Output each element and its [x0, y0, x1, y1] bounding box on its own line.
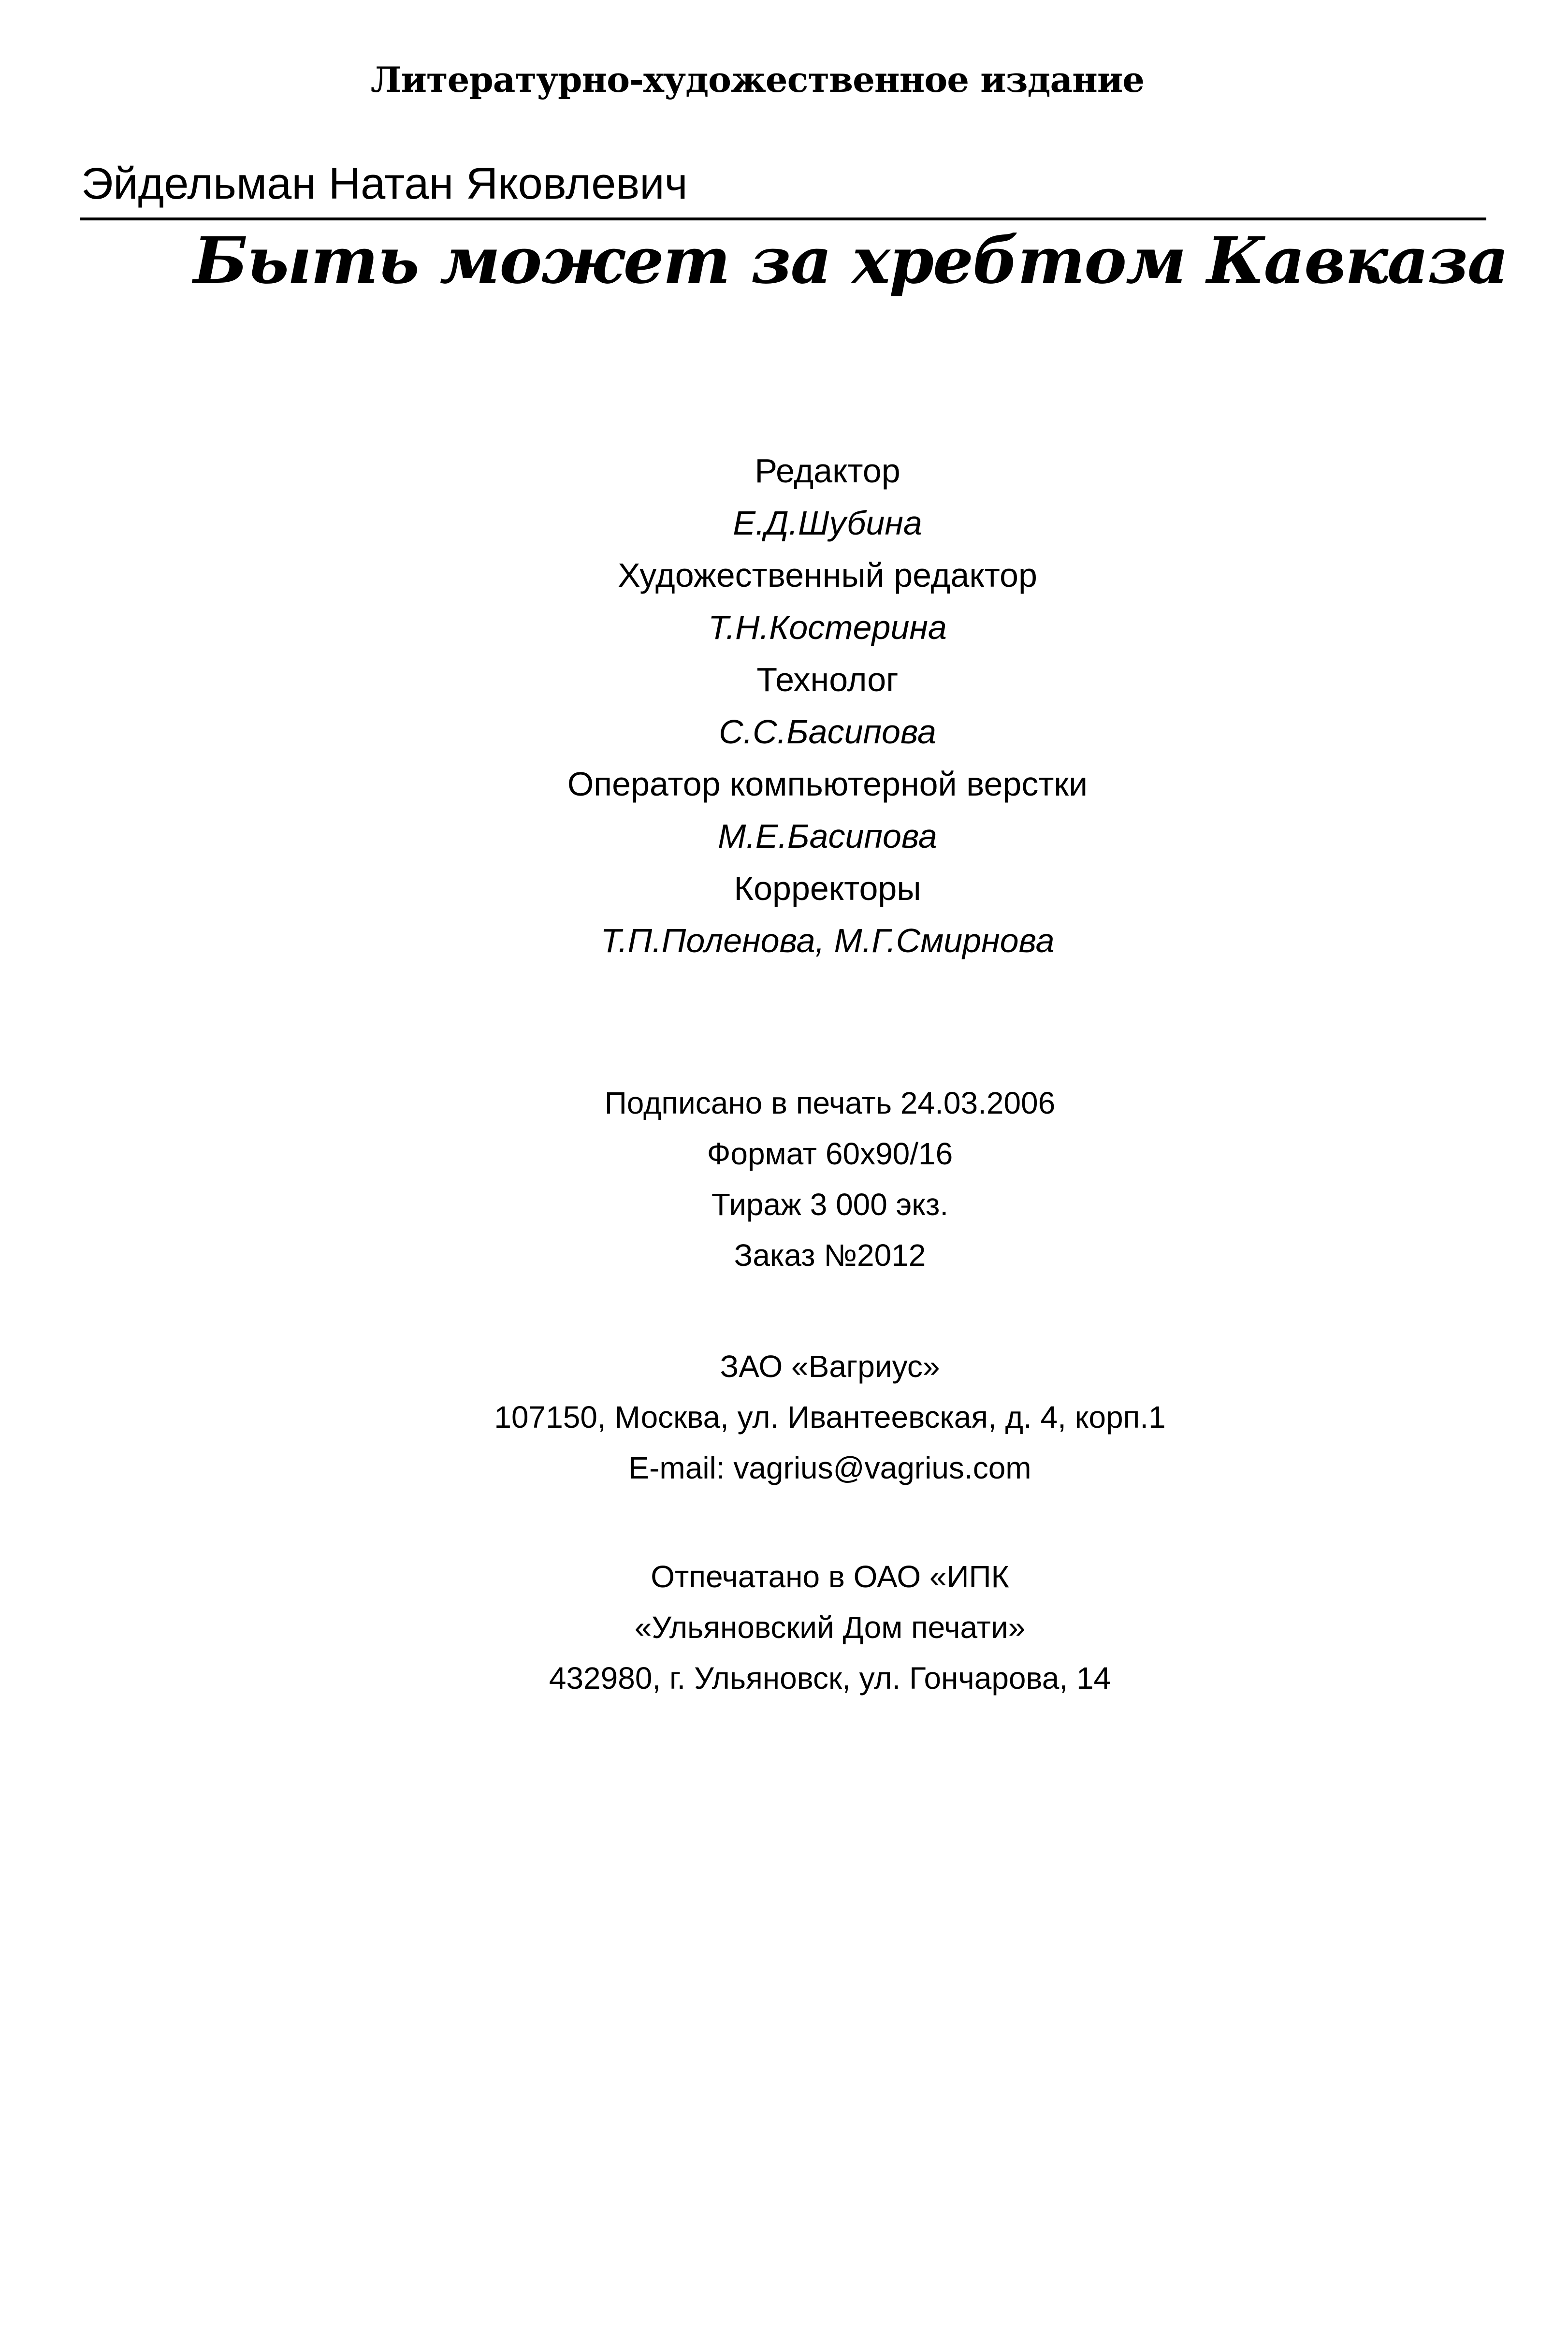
- credit-name: Т.П.Поленова, М.Г.Смирнова: [600, 922, 1055, 959]
- credit-role: Технолог: [756, 661, 899, 698]
- signed-to-print: Подписано в печать 24.03.2006: [604, 1086, 1056, 1120]
- printer-name-line-1: Отпечатано в ОАО «ИПК: [651, 1559, 1009, 1594]
- author-name: Эйдельман Натан Яковлевич: [81, 159, 688, 208]
- printer-name-line-2: «Ульяновский Дом печати»: [634, 1610, 1026, 1645]
- publisher-name: ЗАО «Вагриус»: [720, 1349, 940, 1384]
- print-info-block: [0, 1078, 1568, 1281]
- publisher-email: E-mail: vagrius@vagrius.com: [628, 1450, 1031, 1485]
- format: Формат 60x90/16: [707, 1136, 953, 1171]
- publisher-block: [0, 1341, 1568, 1494]
- printer-block: [0, 1552, 1568, 1704]
- credit-role: Корректоры: [734, 870, 921, 907]
- credit-name: Е.Д.Шубина: [733, 504, 922, 542]
- credit-name: С.С.Басипова: [719, 713, 936, 751]
- print-run: Тираж 3 000 экз.: [711, 1187, 949, 1222]
- credits-block: [0, 445, 1568, 967]
- credit-name: М.Е.Басипова: [718, 817, 937, 855]
- credit-role: Редактор: [755, 452, 900, 490]
- order-number: Заказ №2012: [734, 1238, 926, 1273]
- publisher-address: 107150, Москва, ул. Ивантеевская, д. 4, корп.1: [494, 1400, 1166, 1435]
- credit-role: Оператор компьютерной верстки: [567, 765, 1088, 803]
- credit-role: Художественный редактор: [618, 556, 1037, 594]
- title-divider: [80, 218, 1486, 220]
- book-title: Быть может за хребтом Кавказа: [193, 223, 1508, 298]
- printer-address: 432980, г. Ульяновск, ул. Гончарова, 14: [549, 1661, 1111, 1696]
- credit-name: Т.Н.Костерина: [708, 609, 947, 646]
- series-label: Литературно-художественное издание: [370, 59, 1145, 100]
